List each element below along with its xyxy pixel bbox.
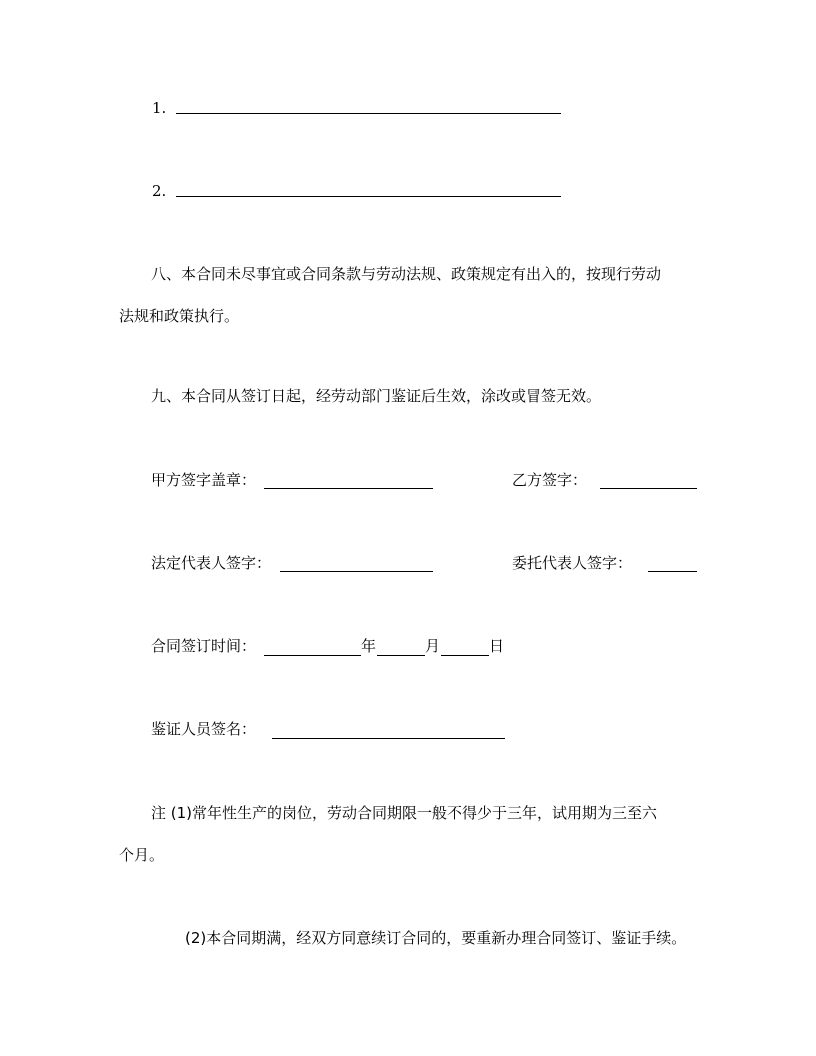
item-1-label: 1. (152, 99, 167, 117)
witness-signature-label: 鉴证人员签名： (151, 720, 257, 738)
clause-8-line-1: 八、本合同未尽事宜或合同条款与劳动法规、政策规定有出入的，按现行劳动 (151, 265, 662, 283)
party-a-signature-line[interactable] (264, 488, 433, 489)
sign-month-line[interactable] (377, 655, 425, 656)
note-1-line-1: 注 (1)常年性生产的岗位，劳动合同期限一般不得少于三年，试用期为三至六 (151, 804, 658, 822)
day-char: 日 (489, 637, 505, 655)
sign-year-line[interactable] (264, 655, 361, 656)
year-char: 年 (361, 637, 377, 655)
legal-rep-signature-line[interactable] (280, 571, 433, 572)
clause-9-text: 九、本合同从签订日起，经劳动部门鉴证后生效，涂改或冒签无效。 (151, 387, 602, 405)
party-b-signature-label: 乙方签字： (512, 471, 588, 489)
note-1-line-2: 个月。 (119, 846, 165, 864)
party-b-signature-line[interactable] (600, 488, 697, 489)
agent-signature-line[interactable] (648, 571, 697, 572)
party-a-signature-label: 甲方签字盖章： (151, 471, 257, 489)
sign-day-line[interactable] (441, 655, 489, 656)
legal-rep-signature-label: 法定代表人签字： (151, 554, 272, 572)
item-2-blank-line[interactable] (176, 196, 561, 197)
item-1-blank-line[interactable] (176, 113, 561, 114)
sign-date-label: 合同签订时间： (151, 637, 257, 655)
clause-8-line-2: 法规和政策执行。 (119, 307, 240, 325)
month-char: 月 (425, 637, 441, 655)
note-2-text: (2)本合同期满，经双方同意续订合同的，要重新办理合同签订、鉴证手续。 (185, 929, 687, 947)
item-2-label: 2. (152, 182, 167, 200)
agent-signature-label: 委托代表人签字： (512, 554, 633, 572)
witness-signature-line[interactable] (272, 738, 505, 739)
